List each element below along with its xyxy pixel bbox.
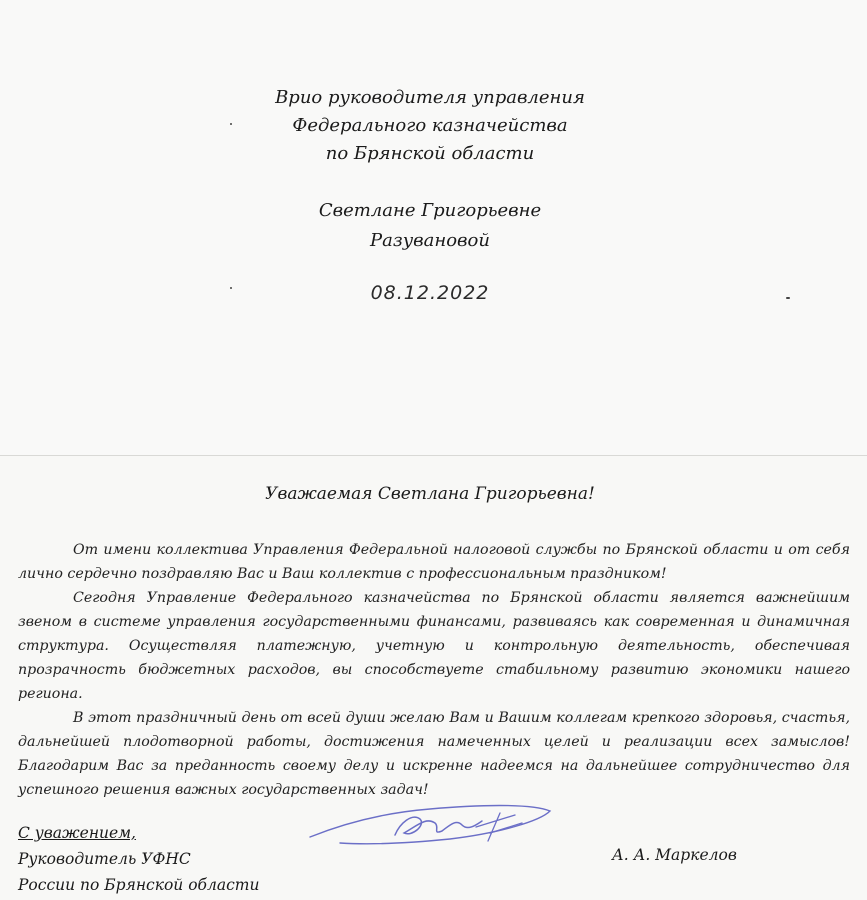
addressee-block [230, 84, 630, 168]
signer-name: А. А. Маркелов [612, 846, 737, 864]
signer-position-line-1: Руководитель УФНС [18, 850, 191, 868]
letter-body [18, 538, 850, 802]
paper-speck [230, 123, 232, 125]
greeting: Уважаемая Светлана Григорьевна! [265, 484, 595, 504]
recipient-block [230, 196, 630, 256]
closing-block [18, 820, 259, 898]
addressee-line-2: Федерального казначейства [292, 115, 568, 136]
body-paragraph-3: В этот праздничный день от всей души желаю Вам и Вашим коллегам крепкого здоровья, счастья, дальнейшей плодотворной работы, достижения намеченных целей и реализации всех замыслов! Благодарим Вас за преданность своему делу и искренне надеемся на дальнейшее сотрудничество для успешного решения важных государственных задач! [18, 710, 850, 798]
body-paragraph-2: Сегодня Управление Федерального казначейства по Брянской области является важнейшим звеном в системе управления государственными финансами, развиваясь как современная и динамичная структура. Осуществляя платежную, учетную и контрольную деятельность, обеспечивая прозрачность бюджетных расходов, вы способствуете стабильному развитию экономики нашего региона. [18, 590, 850, 702]
addressee-line-3: по Брянской области [325, 143, 535, 164]
body-paragraph-1: От имени коллектива Управления Федеральной налоговой службы по Брянской области и от себя лично сердечно поздравляю Вас и Ваш коллектив с профессиональным праздником! [18, 542, 850, 582]
letter-date: 08.12.2022 [370, 282, 490, 304]
paper-speck [786, 297, 790, 299]
closing-salutation: С уважением, [18, 824, 136, 842]
paper-speck [230, 287, 232, 289]
signer-position-line-2: России по Брянской области [18, 876, 260, 894]
recipient-first-names: Светлане Григорьевне [318, 200, 542, 221]
recipient-surname: Разувановой [370, 230, 490, 251]
handwritten-signature [300, 795, 560, 855]
addressee-line-1: Врио руководителя управления [275, 87, 585, 108]
